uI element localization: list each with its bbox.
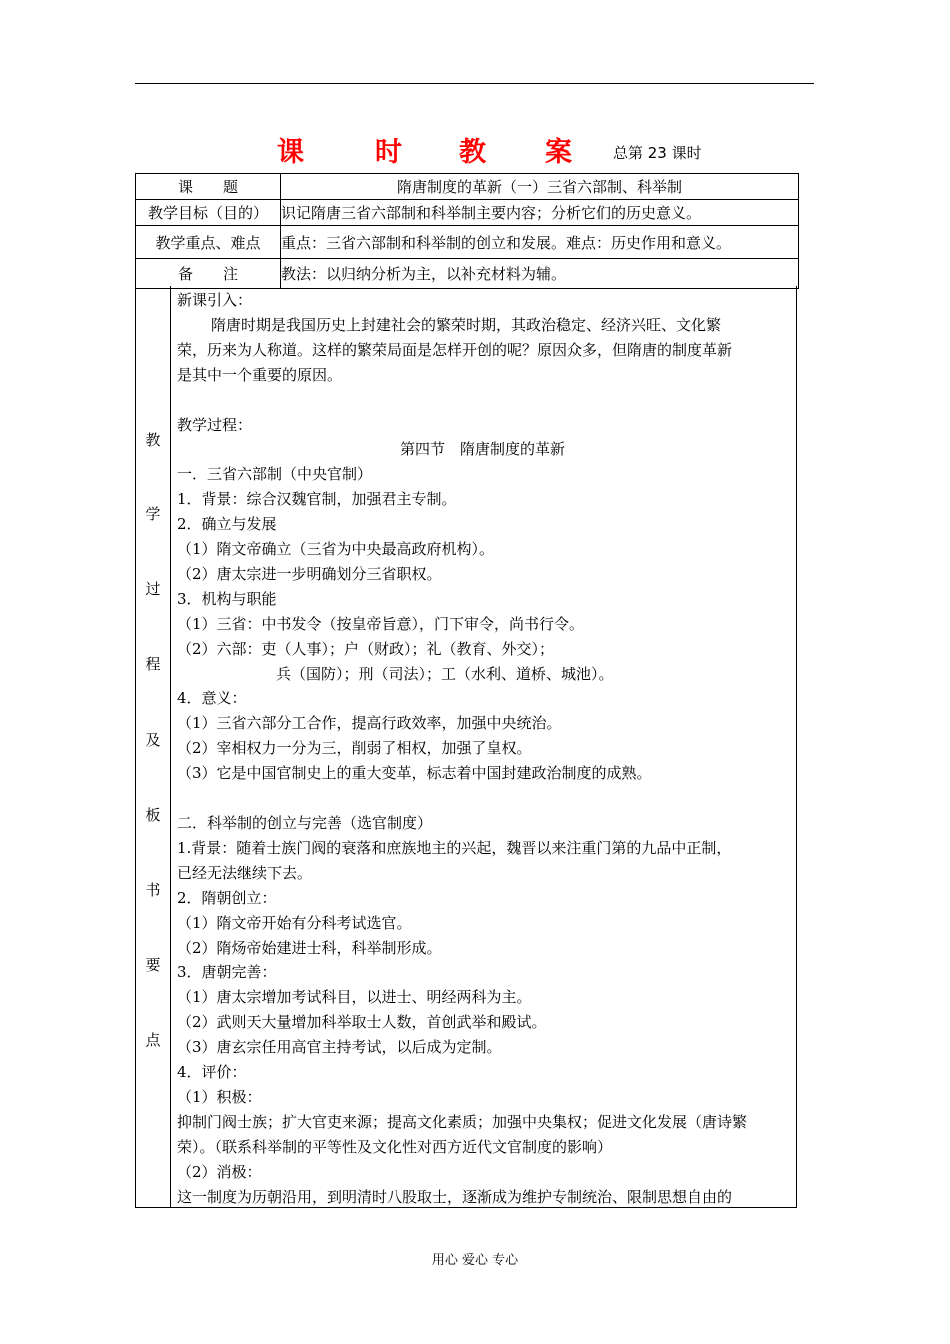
topic-label: 课 题 <box>136 174 281 200</box>
top-rule <box>135 83 814 84</box>
goal-row <box>136 200 799 226</box>
side-label-char: 程 <box>145 655 161 673</box>
page-header <box>135 128 797 168</box>
goal-label: 教学目标（目的） <box>136 200 281 226</box>
list-item: 3．唐朝完善： <box>177 963 277 982</box>
intro-paragraph-line: 荣，历来为人称道。这样的繁荣局面是怎样开创的呢？原因众多，但隋唐的制度革新 <box>177 340 733 359</box>
intro-paragraph-line: 隋唐时期是我国历史上封建社会的繁荣时期，其政治稳定、经济兴旺、文化繁 <box>211 315 722 334</box>
intro-paragraph-line: 是其中一个重要的原因。 <box>177 365 343 384</box>
title-char: 案 <box>545 137 572 168</box>
list-item: 4．评价： <box>177 1063 247 1082</box>
goal-value: 识记隋唐三省六部制和科举制主要内容；分析它们的历史意义。 <box>281 200 799 226</box>
list-item: 这一制度为历朝沿用，到明清时八股取士，逐渐成为维护专制统治、限制思想自由的 <box>177 1187 733 1206</box>
title-char: 教 <box>459 137 486 168</box>
key-row <box>136 226 799 259</box>
side-label-column <box>136 286 171 1207</box>
list-item: （2）唐太宗进一步明确划分三省职权。 <box>177 564 442 583</box>
list-item: （2）消极： <box>177 1162 262 1181</box>
list-item: （2）隋炀帝始建进士科，科举制形成。 <box>177 938 442 957</box>
list-item: 1．背景：综合汉魏官制，加强君主专制。 <box>177 490 457 509</box>
spacer <box>177 388 788 413</box>
side-label-char: 书 <box>145 881 161 899</box>
process-heading: 教学过程： <box>177 415 253 434</box>
page-footer: 用心 爱心 专心 <box>431 1253 519 1268</box>
intro-heading: 新课引入： <box>177 291 253 309</box>
note-label: 备 注 <box>136 259 281 289</box>
list-item: 荣）。（联系科举制的平等性及文化性对西方近代文官制度的影响） <box>177 1137 613 1156</box>
list-item: （1）三省六部分工合作，提高行政效率，加强中央统治。 <box>177 714 562 733</box>
list-item: 1.背景：随着士族门阀的衰落和庶族地主的兴起，魏晋以来注重门第的九品中正制， <box>177 838 732 857</box>
note-value: 教法：以归纳分析为主，以补充材料为辅。 <box>281 259 799 289</box>
list-item: （1）三省：中书发令（按皇帝旨意），门下审令，尚书行令。 <box>177 614 585 633</box>
list-item: （1）隋文帝确立（三省为中央最高政府机构）。 <box>177 540 495 559</box>
list-item: 兵（国防）；刑（司法）；工（水利、道桥、城池）。 <box>276 664 614 683</box>
topic-value: 隋唐制度的革新（一）三省六部制、科举制 <box>281 174 799 200</box>
note-row <box>136 259 799 289</box>
list-item: 已经无法继续下去。 <box>177 863 313 882</box>
list-item: （2）宰相权力一分为三，削弱了相权，加强了皇权。 <box>177 739 532 758</box>
side-label-char: 要 <box>145 956 161 974</box>
list-item: 3．机构与职能 <box>177 589 277 608</box>
side-label-char: 板 <box>145 806 161 824</box>
title-char: 课 <box>277 137 304 168</box>
list-item: 2．隋朝创立： <box>177 888 277 907</box>
side-label-char: 学 <box>145 505 161 523</box>
list-item: （3）它是中国官制史上的重大变革，标志着中国封建政治制度的成熟。 <box>177 764 652 783</box>
section-title: 第四节 隋唐制度的革新 <box>399 440 565 459</box>
lesson-plan-table <box>135 173 799 289</box>
topic-row <box>136 174 799 200</box>
side-label-char: 及 <box>145 731 161 749</box>
list-item: 4．意义： <box>177 689 247 708</box>
list-item: （1）积极： <box>177 1087 262 1106</box>
content-column <box>171 286 796 1210</box>
title-char: 时 <box>375 137 402 168</box>
part-heading: 一．三省六部制（中央官制） <box>177 465 373 484</box>
list-item: （2）六部：吏（人事）；户（财政）；礼（教育、外交）； <box>177 639 555 658</box>
list-item: （3）唐玄宗任用高官主持考试，以后成为定制。 <box>177 1038 502 1057</box>
key-label: 教学重点、难点 <box>136 226 281 259</box>
list-item: （1）隋文帝开始有分科考试选官。 <box>177 913 412 932</box>
side-label-char: 教 <box>145 431 161 449</box>
side-label-char: 过 <box>145 580 161 598</box>
side-label-char: 点 <box>145 1031 161 1049</box>
list-item: （1）唐太宗增加考试科目，以进士、明经两科为主。 <box>177 988 532 1007</box>
part-heading: 二．科举制的创立与完善（选官制度） <box>177 814 433 832</box>
key-value: 重点：三省六部制和科举制的创立和发展。难点：历史作用和意义。 <box>281 226 799 259</box>
lesson-count: 总第 23 课时 <box>613 144 702 162</box>
list-item: 抑制门阀士族；扩大官吏来源；提高文化素质；加强中央集权；促进文化发展（唐诗繁 <box>177 1112 748 1131</box>
list-item: 2．确立与发展 <box>177 515 277 534</box>
list-item: （2）武则天大量增加科举取士人数，首创武举和殿试。 <box>177 1013 547 1032</box>
spacer <box>177 786 788 811</box>
body-section <box>135 286 797 1208</box>
